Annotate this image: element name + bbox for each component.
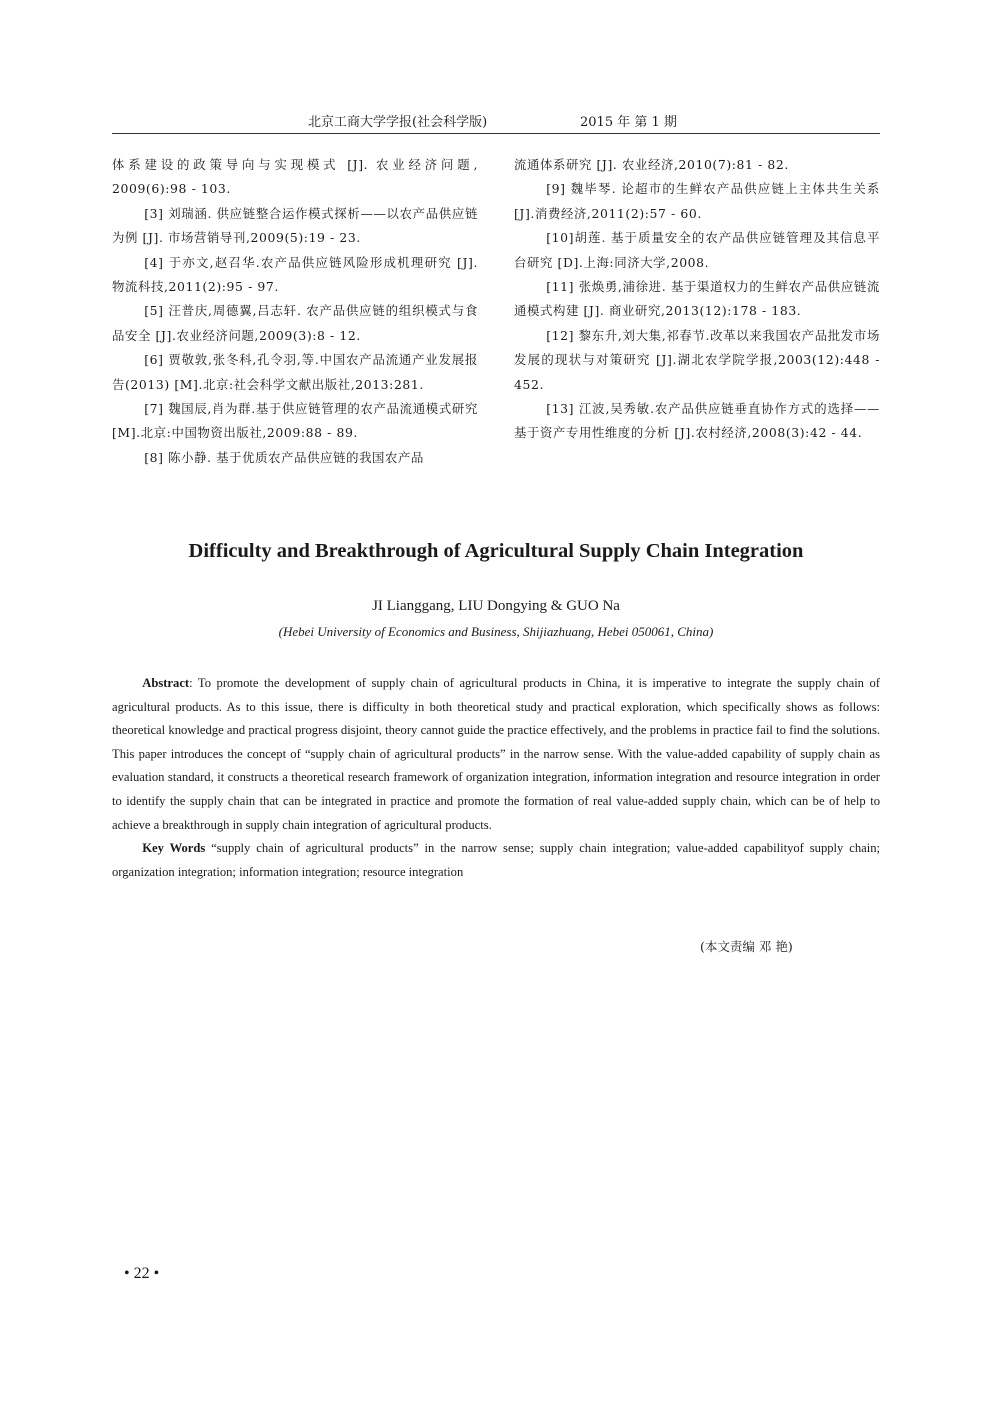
reference-item: [10]胡莲. 基于质量安全的农产品供应链管理及其信息平台研究 [D].上海:同济大学,2008.	[514, 230, 880, 270]
reference-item: [7] 魏国辰,肖为群.基于供应链管理的农产品流通模式研究[M].北京:中国物资出版社,2009:88 - 89.	[112, 401, 478, 441]
reference-item: [11] 张焕勇,浦徐进. 基于渠道权力的生鲜农产品供应链流通模式构建 [J]. 商业研究,2013(12):178 - 183.	[514, 279, 880, 319]
issue-info: 2015 年 第 1 期	[580, 115, 677, 130]
reference-item: [9] 魏毕琴. 论超市的生鲜农产品供应链上主体共生关系 [J].消费经济,2011(2):57 - 60.	[514, 181, 880, 221]
reference-item: [4] 于亦文,赵召华.农产品供应链风险形成机理研究 [J]. 物流科技,2011(2):95 - 97.	[112, 254, 478, 295]
keywords-text: “supply chain of agricultural products” in the narrow sense; supply chain integration; value-added capabilityof supply chain; organization integration; information integration; resource integration	[112, 841, 881, 879]
abstract-block	[112, 672, 880, 884]
journal-name: 北京工商大学学报(社会科学版)	[308, 115, 488, 130]
references-right-column	[514, 153, 880, 446]
keywords-label: Key Words	[142, 841, 206, 856]
reference-item: [3] 刘瑞涵. 供应链整合运作模式探析——以农产品供应链为例 [J]. 市场营销导刊,2009(5):19 - 23.	[112, 205, 478, 246]
abstract-label: Abstract	[142, 676, 190, 690]
abstract-paragraph	[112, 672, 880, 837]
reference-item: [13] 江波,吴秀敏.农产品供应链垂直协作方式的选择——基于资产专用性维度的分析 [J].农村经济,2008(3):42 - 44.	[514, 401, 880, 441]
reference-item: 流通体系研究 [J]. 农业经济,2010(7):81 - 82.	[514, 157, 789, 172]
reference-item: [6] 贾敬敦,张冬科,孔令羽,等.中国农产品流通产业发展报告(2013) [M].北京:社会科学文献出版社,2013:281.	[112, 352, 478, 392]
page-number: • 22 •	[124, 1265, 160, 1282]
reference-item: 体系建设的政策导向与实现模式 [J]. 农业经济问题, 2009(6):98 - 103.	[112, 157, 478, 197]
running-header	[112, 111, 880, 133]
abstract-text: : To promote the development of supply chain of agricultural products in China, it is imperative to integrate the supply chain of agricultural products. As to this issue, there is difficulty in both theoretical study and practical exploration, which specifically shows as follows: theoretical knowledge and practical progress disjoint, theory cannot guide the practice effectively, and the problems in practice fail to find the solutions. This paper introduces the concept of “supply chain of agricultural products” in the narrow sense. With the value-added capability of supply chain as evaluation standard, it constructs a theoretical research framework of organization integration, information integration and resource integration in order to identify the supply chain that can be integrated in practice and promote the formation of real value-added supply chain, which can be of help to achieve a breakthrough in supply chain integration of agricultural products.	[112, 676, 880, 832]
article-title: Difficulty and Breakthrough of Agricultural Supply Chain Integration	[188, 540, 804, 562]
reference-item: [8] 陈小静. 基于优质农产品供应链的我国农产品	[144, 449, 425, 465]
reference-item: [5] 汪普庆,周德翼,吕志轩. 农产品供应链的组织模式与食品安全 [J].农业经济问题,2009(3):8 - 12.	[112, 303, 478, 343]
keywords-paragraph	[112, 837, 880, 884]
reference-item: [12] 黎东升,刘大集,祁春节.改革以来我国农产品批发市场发展的现状与对策研究 [J].湖北农学院学报,2003(12):448 - 452.	[514, 327, 880, 392]
article-authors: JI Lianggang, LIU Dongying & GUO Na	[372, 598, 620, 614]
article-affiliation: (Hebei University of Economics and Business, Shijiazhuang, Hebei 050061, China)	[278, 624, 714, 639]
header-rule	[112, 133, 880, 134]
editor-note: (本文责编 邓 艳)	[700, 939, 793, 954]
references-left-column	[112, 153, 478, 470]
